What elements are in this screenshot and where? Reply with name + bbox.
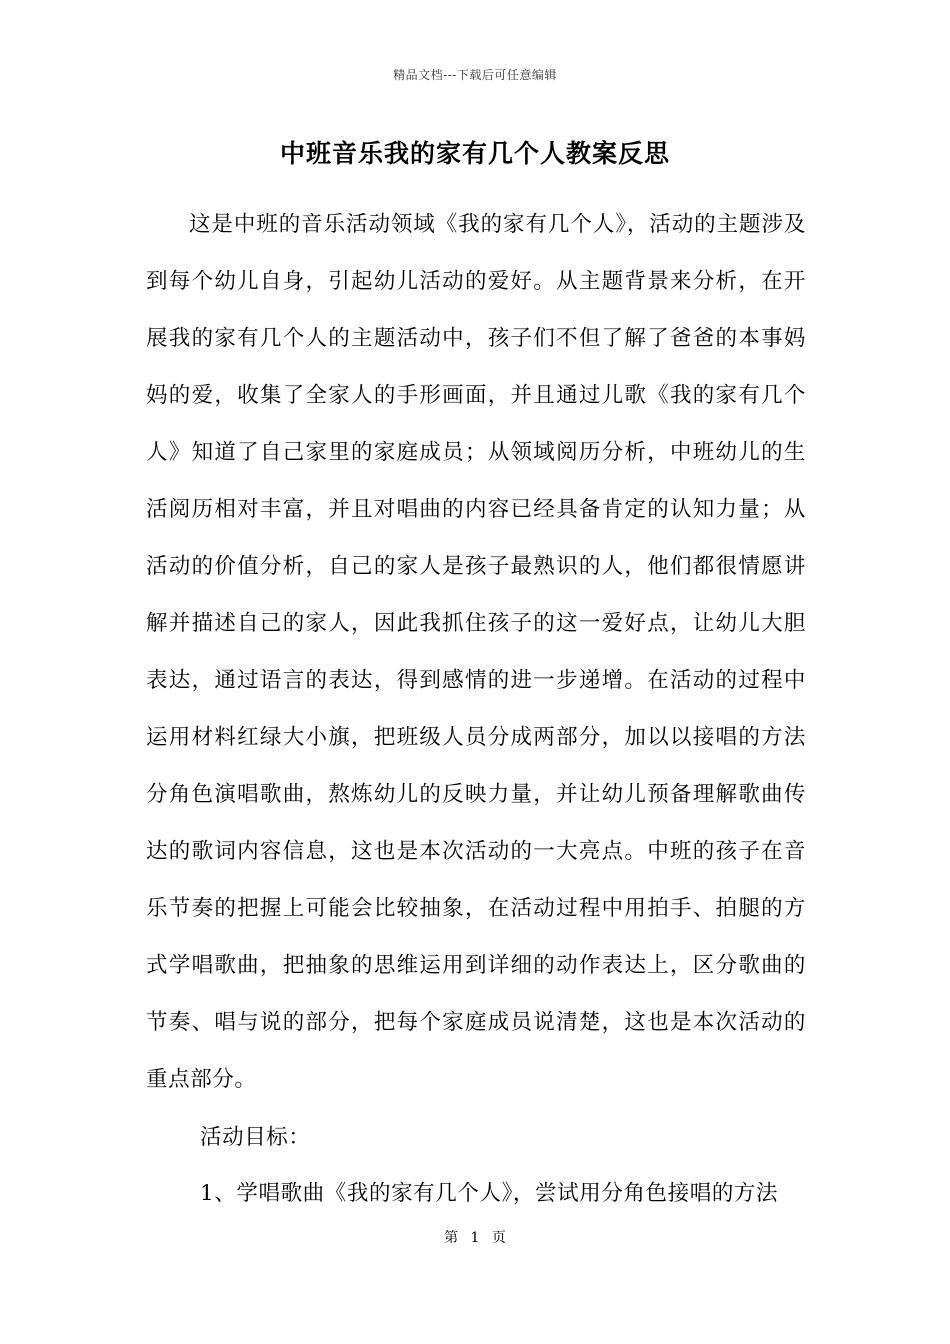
section-heading: 活动目标： [200, 1125, 311, 1150]
footer-suffix: 页 [491, 1230, 506, 1246]
document-title: 中班音乐我的家有几个人教案反思 [279, 139, 670, 168]
goal-item-1: 1、学唱歌曲《我的家有几个人》，尝试用分角色接唱的方法 [200, 1181, 779, 1206]
page-footer [0, 1227, 950, 1247]
header-note: 精品文档---下载后可任意编辑 [393, 68, 557, 82]
document-body [146, 196, 806, 1108]
page-number: 1 [470, 1230, 480, 1246]
footer-prefix: 第 [444, 1230, 459, 1246]
body-paragraph: 这是中班的音乐活动领域《我的家有几个人》，活动的主题涉及到每个幼儿自身，引起幼儿活动的爱好。从主题背景来分析，在开展我的家有几个人的主题活动中，孩子们不但了解了爸爸的本事妈妈的爱，收集了全家人的手形画面，并且通过儿歌《我的家有几个人》知道了自己家里的家庭成员；从领域阅历分析，中班幼儿的生活阅历相对丰富，并且对唱曲的内容已经具备肯定的认知力量；从活动的价值分析，自己的家人是孩子最熟识的人，他们都很情愿讲解并描述自己的家人，因此我抓住孩子的这一爱好点，让幼儿大胆表达，通过语言的表达，得到感情的进一步递增。在活动的过程中运用材料红绿大小旗，把班级人员分成两部分，加以以接唱的方法分角色演唱歌曲，熬炼幼儿的反映力量，并让幼儿预备理解歌曲传达的歌词内容信息，这也是本次活动的一大亮点。中班的孩子在音乐节奏的把握上可能会比较抽象，在活动过程中用拍手、拍腿的方式学唱歌曲，把抽象的思维运用到详细的动作表达上，区分歌曲的节奏、唱与说的部分，把每个家庭成员说清楚，这也是本次活动的重点部分。 [146, 212, 806, 1092]
